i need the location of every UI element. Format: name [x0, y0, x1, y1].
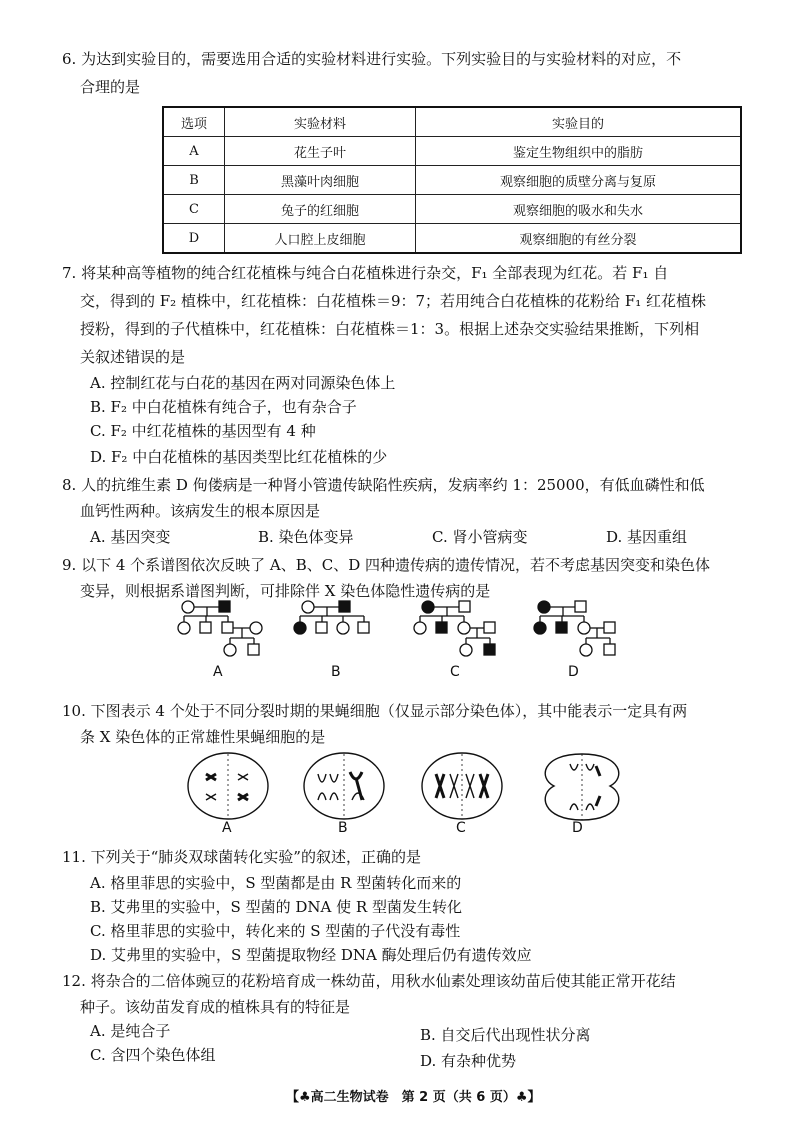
q7-line1: 7. 将某种高等植物的纯合红花植株与纯合白花植株进行杂交，F₁ 全部表现为红花。若 F₁ 自: [62, 264, 669, 282]
table-cell: 花生子叶: [225, 137, 416, 166]
pedigree-c: [414, 601, 495, 656]
cell-a: [188, 753, 268, 819]
q11-option-d: D. 艾弗里的实验中，S 型菌提取物经 DNA 酶处理后仍有遗传效应: [90, 946, 532, 964]
pedigree-label-b: B: [331, 664, 341, 680]
cell-b: [304, 753, 384, 819]
q9-line2: 变异，则根据系谱图判断，可排除伴 X 染色体隐性遗传病的是: [80, 582, 491, 600]
cell-c: [422, 753, 502, 819]
table-cell: 黑藻叶肉细胞: [225, 166, 416, 195]
table-cell: 鉴定生物组织中的脂肪: [416, 137, 742, 166]
cell-label-d: D: [572, 820, 583, 836]
pedigree-a: [178, 601, 262, 656]
q7-option-b: B. F₂ 中白花植株有纯合子，也有杂合子: [90, 398, 357, 416]
pedigree-d: [534, 601, 615, 656]
q10-line1: 10. 下图表示 4 个处于不同分裂时期的果蝇细胞（仅显示部分染色体），其中能表示一定具有两: [62, 702, 688, 720]
pedigree-label-a: A: [213, 664, 223, 680]
q6-stem-line2: 合理的是: [80, 78, 141, 96]
cell-figures: [180, 748, 630, 828]
q6-stem-line1: 6. 为达到实验目的，需要选用合适的实验材料进行实验。下列实验目的与实验材料的对应，不: [62, 50, 682, 68]
q7-option-d: D. F₂ 中白花植株的基因类型比红花植株的少: [90, 448, 388, 466]
q7-option-a: A. 控制红花与白花的基因在两对同源染色体上: [90, 374, 396, 392]
q8-option-b: B. 染色体变异: [258, 528, 354, 546]
table-header: 实验材料: [225, 107, 416, 137]
q8-option-d: D. 基因重组: [606, 528, 688, 546]
table-cell: 观察细胞的有丝分裂: [416, 224, 742, 254]
table-cell: B: [163, 166, 225, 195]
cell-label-b: B: [338, 820, 348, 836]
pedigree-b: [294, 601, 369, 634]
q8-line1: 8. 人的抗维生素 D 佝偻病是一种肾小管遗传缺陷性疾病，发病率约 1：25000，有低血磷性和低: [62, 476, 705, 494]
q11-option-b: B. 艾弗里的实验中，S 型菌的 DNA 使 R 型菌发生转化: [90, 898, 462, 916]
table-header: 实验目的: [416, 107, 742, 137]
table-cell: 观察细胞的吸水和失水: [416, 195, 742, 224]
q6-table: [162, 106, 742, 254]
q11-line1: 11. 下列关于“肺炎双球菌转化实验”的叙述，正确的是: [62, 848, 421, 866]
cell-label-a: A: [222, 820, 232, 836]
q8-option-c: C. 肾小管病变: [432, 528, 528, 546]
q8-line2: 血钙性两种。该病发生的根本原因是: [80, 502, 321, 520]
q12-line1: 12. 将杂合的二倍体豌豆的花粉培育成一株幼苗，用秋水仙素处理该幼苗后使其能正常开花结: [62, 972, 676, 990]
cell-label-c: C: [456, 820, 466, 836]
table-cell: 兔子的红细胞: [225, 195, 416, 224]
table-cell: A: [163, 137, 225, 166]
pedigree-label-c: C: [450, 664, 460, 680]
q9-line1: 9. 以下 4 个系谱图依次反映了 A、B、C、D 四种遗传病的遗传情况，若不考虑基因突变和染色体: [62, 556, 711, 574]
table-header-row: [163, 107, 741, 137]
q11-option-a: A. 格里菲思的实验中，S 型菌都是由 R 型菌转化而来的: [90, 874, 462, 892]
q10-line2: 条 X 染色体的正常雄性果蝇细胞的是: [80, 728, 326, 746]
table-row: [163, 137, 741, 166]
table-row: [163, 166, 741, 195]
q12-option-c: C. 含四个染色体组: [90, 1046, 216, 1064]
table-cell: D: [163, 224, 225, 254]
q8-option-a: A. 基因突变: [90, 528, 171, 546]
q12-option-b: B. 自交后代出现性状分离: [420, 1026, 591, 1044]
q12-option-a: A. 是纯合子: [90, 1022, 171, 1040]
q7-option-c: C. F₂ 中红花植株的基因型有 4 种: [90, 422, 316, 440]
q7-line2: 交，得到的 F₂ 植株中，红花植株：白花植株＝9：7；若用纯合白花植株的花粉给 F₁ 红花植株: [80, 292, 707, 310]
page-footer: 【♣高二生物试卷 第 2 页（共 6 页）♣】: [286, 1090, 541, 1105]
q11-option-c: C. 格里菲思的实验中，转化来的 S 型菌的子代没有毒性: [90, 922, 461, 940]
table-row: [163, 224, 741, 254]
table-cell: C: [163, 195, 225, 224]
table-cell: 观察细胞的质壁分离与复原: [416, 166, 742, 195]
table-header: 选项: [163, 107, 225, 137]
q7-line4: 关叙述错误的是: [80, 348, 186, 366]
table-cell: 人口腔上皮细胞: [225, 224, 416, 254]
pedigree-label-d: D: [568, 664, 579, 680]
q12-option-d: D. 有杂种优势: [420, 1052, 517, 1070]
cell-d: [545, 754, 619, 820]
q12-line2: 种子。该幼苗发育成的植株具有的特征是: [80, 998, 351, 1016]
q7-line3: 授粉，得到的子代植株中，红花植株：白花植株＝1：3。根据上述杂交实验结果推断，下列相: [80, 320, 700, 338]
table-row: [163, 195, 741, 224]
